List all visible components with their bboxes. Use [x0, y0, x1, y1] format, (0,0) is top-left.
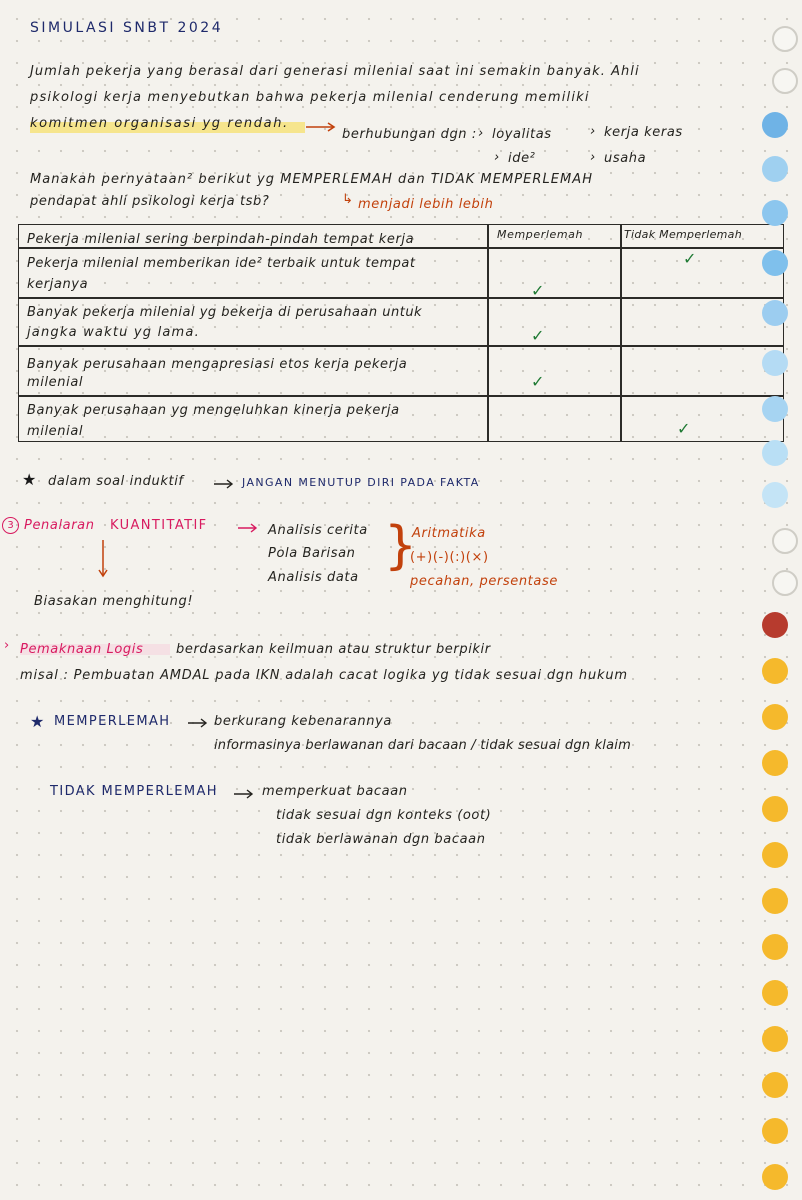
- star-icon: ★: [30, 712, 45, 731]
- table-row-statement: Banyak perusahaan mengapresiasi etos kerja pekerja: [27, 357, 408, 372]
- binder-ring: [772, 528, 798, 554]
- arrow-right-icon: [188, 718, 210, 728]
- section3-note: Aritmatika: [412, 526, 486, 541]
- tab-yellow: [762, 980, 788, 1006]
- arrow-bullet-icon: ›: [478, 126, 484, 141]
- tab-yellow: [762, 750, 788, 776]
- check-icon: ✓: [677, 419, 691, 438]
- arrow-down-icon: [98, 540, 108, 580]
- related-item-usaha: usaha: [604, 151, 647, 166]
- star-icon: ★: [22, 470, 37, 489]
- red-arrow-icon: [306, 122, 338, 132]
- passage-line-3: komitmen organisasi yg rendah.: [30, 116, 289, 131]
- table-divider: [620, 225, 622, 441]
- weaken-point: berkurang kebenarannya: [214, 714, 392, 729]
- section3-item: Analisis data: [268, 570, 359, 585]
- tab-yellow: [762, 1164, 788, 1190]
- check-icon: ✓: [531, 281, 545, 300]
- tab-yellow: [762, 796, 788, 822]
- table-divider: [487, 225, 489, 441]
- arrow-bullet-icon: ›: [590, 150, 596, 165]
- section3-label: Penalaran: [24, 518, 95, 533]
- tab-yellow: [762, 888, 788, 914]
- not-weaken-point: tidak sesuai dgn konteks (oot): [276, 808, 492, 823]
- section3-label-emphasis: KUANTITATIF: [110, 518, 208, 533]
- check-icon: ✓: [683, 249, 697, 268]
- section3-note: (+)(-)(:)(×): [410, 550, 489, 565]
- tab-blue: [762, 350, 788, 376]
- tab-blue: [762, 482, 788, 508]
- table-row-statement: milenial: [27, 424, 84, 439]
- binder-ring: [772, 68, 798, 94]
- inductive-note-emphasis: JANGAN MENUTUP DIRI PADA FAKTA: [242, 476, 480, 489]
- arrow-right-icon: [214, 479, 236, 489]
- related-item-ide: ide²: [508, 151, 536, 166]
- table-row-statement: Banyak pekerja milenial yg bekerja di perusahaan untuk: [27, 305, 423, 320]
- table-row-divider: [19, 345, 783, 347]
- tab-blue: [762, 440, 788, 466]
- weaken-label: MEMPERLEMAH: [54, 714, 171, 729]
- down-right-arrow-icon: ↳: [342, 192, 354, 207]
- page-title: SIMULASI SNBT 2024: [30, 20, 224, 36]
- logic-example: misal : Pembuatan AMDAL pada IKN adalah cacat logika yg tidak sesuai dgn hukum: [20, 668, 628, 683]
- table-row-statement: jangka waktu yg lama.: [27, 325, 200, 340]
- tab-yellow: [762, 704, 788, 730]
- question-note: menjadi lebih lebih: [358, 197, 494, 212]
- tab-blue: [762, 156, 788, 182]
- question-line-2: pendapat ahli psikologi kerja tsb?: [30, 194, 270, 209]
- tab-blue: [762, 396, 788, 422]
- table-row-statement: Banyak perusahaan yg mengeluhkan kinerja pekerja: [27, 403, 400, 418]
- table-row-divider: [19, 395, 783, 397]
- section-number-badge: 3: [2, 517, 19, 534]
- tab-yellow: [762, 1072, 788, 1098]
- binder-ring: [772, 26, 798, 52]
- table-row-divider: [19, 297, 783, 299]
- tab-yellow: [762, 842, 788, 868]
- related-item-kerja-keras: kerja keras: [604, 125, 683, 140]
- section3-item: Analisis cerita: [268, 523, 368, 538]
- passage-line-2: psikologi kerja menyebutkan bahwa pekerja milenial cenderung memiliki: [30, 90, 590, 105]
- tab-yellow: [762, 1026, 788, 1052]
- tab-blue: [762, 300, 788, 326]
- tab-yellow: [762, 658, 788, 684]
- table-header-tidak-memperlemah: Tidak Memperlemah: [624, 228, 742, 241]
- binder-holes: [762, 0, 802, 1200]
- tab-blue: [762, 250, 788, 276]
- arrow-bullet-icon: ›: [4, 638, 10, 653]
- logic-description: berdasarkan keilmuan atau struktur berpikir: [176, 642, 491, 657]
- check-icon: ✓: [531, 326, 545, 345]
- related-label: berhubungan dgn :: [342, 127, 477, 142]
- arrow-bullet-icon: ›: [590, 124, 596, 139]
- table-row-statement: kerjanya: [27, 277, 89, 292]
- binder-ring: [772, 570, 798, 596]
- not-weaken-point: memperkuat bacaan: [262, 784, 408, 799]
- related-item-loyalitas: loyalitas: [492, 127, 552, 142]
- tab-blue: [762, 200, 788, 226]
- table-row-statement: Pekerja milenial sering berpindah-pindah tempat kerja: [27, 232, 415, 247]
- question-line-1: Manakah pernyataan² berikut yg MEMPERLEMAH dan TIDAK MEMPERLEMAH: [30, 172, 594, 187]
- not-weaken-point: tidak berlawanan dgn bacaan: [276, 832, 486, 847]
- tab-red: [762, 612, 788, 638]
- table-row-statement: Pekerja milenial memberikan ide² terbaik untuk tempat: [27, 256, 416, 271]
- tab-blue: [762, 112, 788, 138]
- arrow-bullet-icon: ›: [494, 150, 500, 165]
- table-header-memperlemah: Memperlemah: [497, 228, 584, 241]
- curly-brace-icon: }: [384, 516, 418, 576]
- not-weaken-label: TIDAK MEMPERLEMAH: [50, 784, 218, 799]
- passage-line-1: Jumlah pekerja yang berasal dari generasi milenial saat ini semakin banyak. Ahli: [30, 64, 640, 79]
- statement-table: [18, 224, 784, 442]
- arrow-right-icon: [234, 789, 256, 799]
- logic-label: Pemaknaan Logis: [20, 642, 144, 657]
- table-row-statement: milenial: [27, 375, 84, 390]
- tab-yellow: [762, 934, 788, 960]
- inductive-note-text: dalam soal induktif: [48, 474, 184, 489]
- section3-reminder: Biasakan menghitung!: [34, 594, 194, 609]
- tab-yellow: [762, 1118, 788, 1144]
- check-icon: ✓: [531, 372, 545, 391]
- arrow-right-icon: [238, 523, 260, 533]
- table-row-divider: [19, 247, 783, 249]
- section3-note: pecahan, persentase: [410, 574, 558, 589]
- section3-item: Pola Barisan: [268, 546, 356, 561]
- weaken-point: informasinya berlawanan dari bacaan / tidak sesuai dgn klaim: [214, 738, 631, 753]
